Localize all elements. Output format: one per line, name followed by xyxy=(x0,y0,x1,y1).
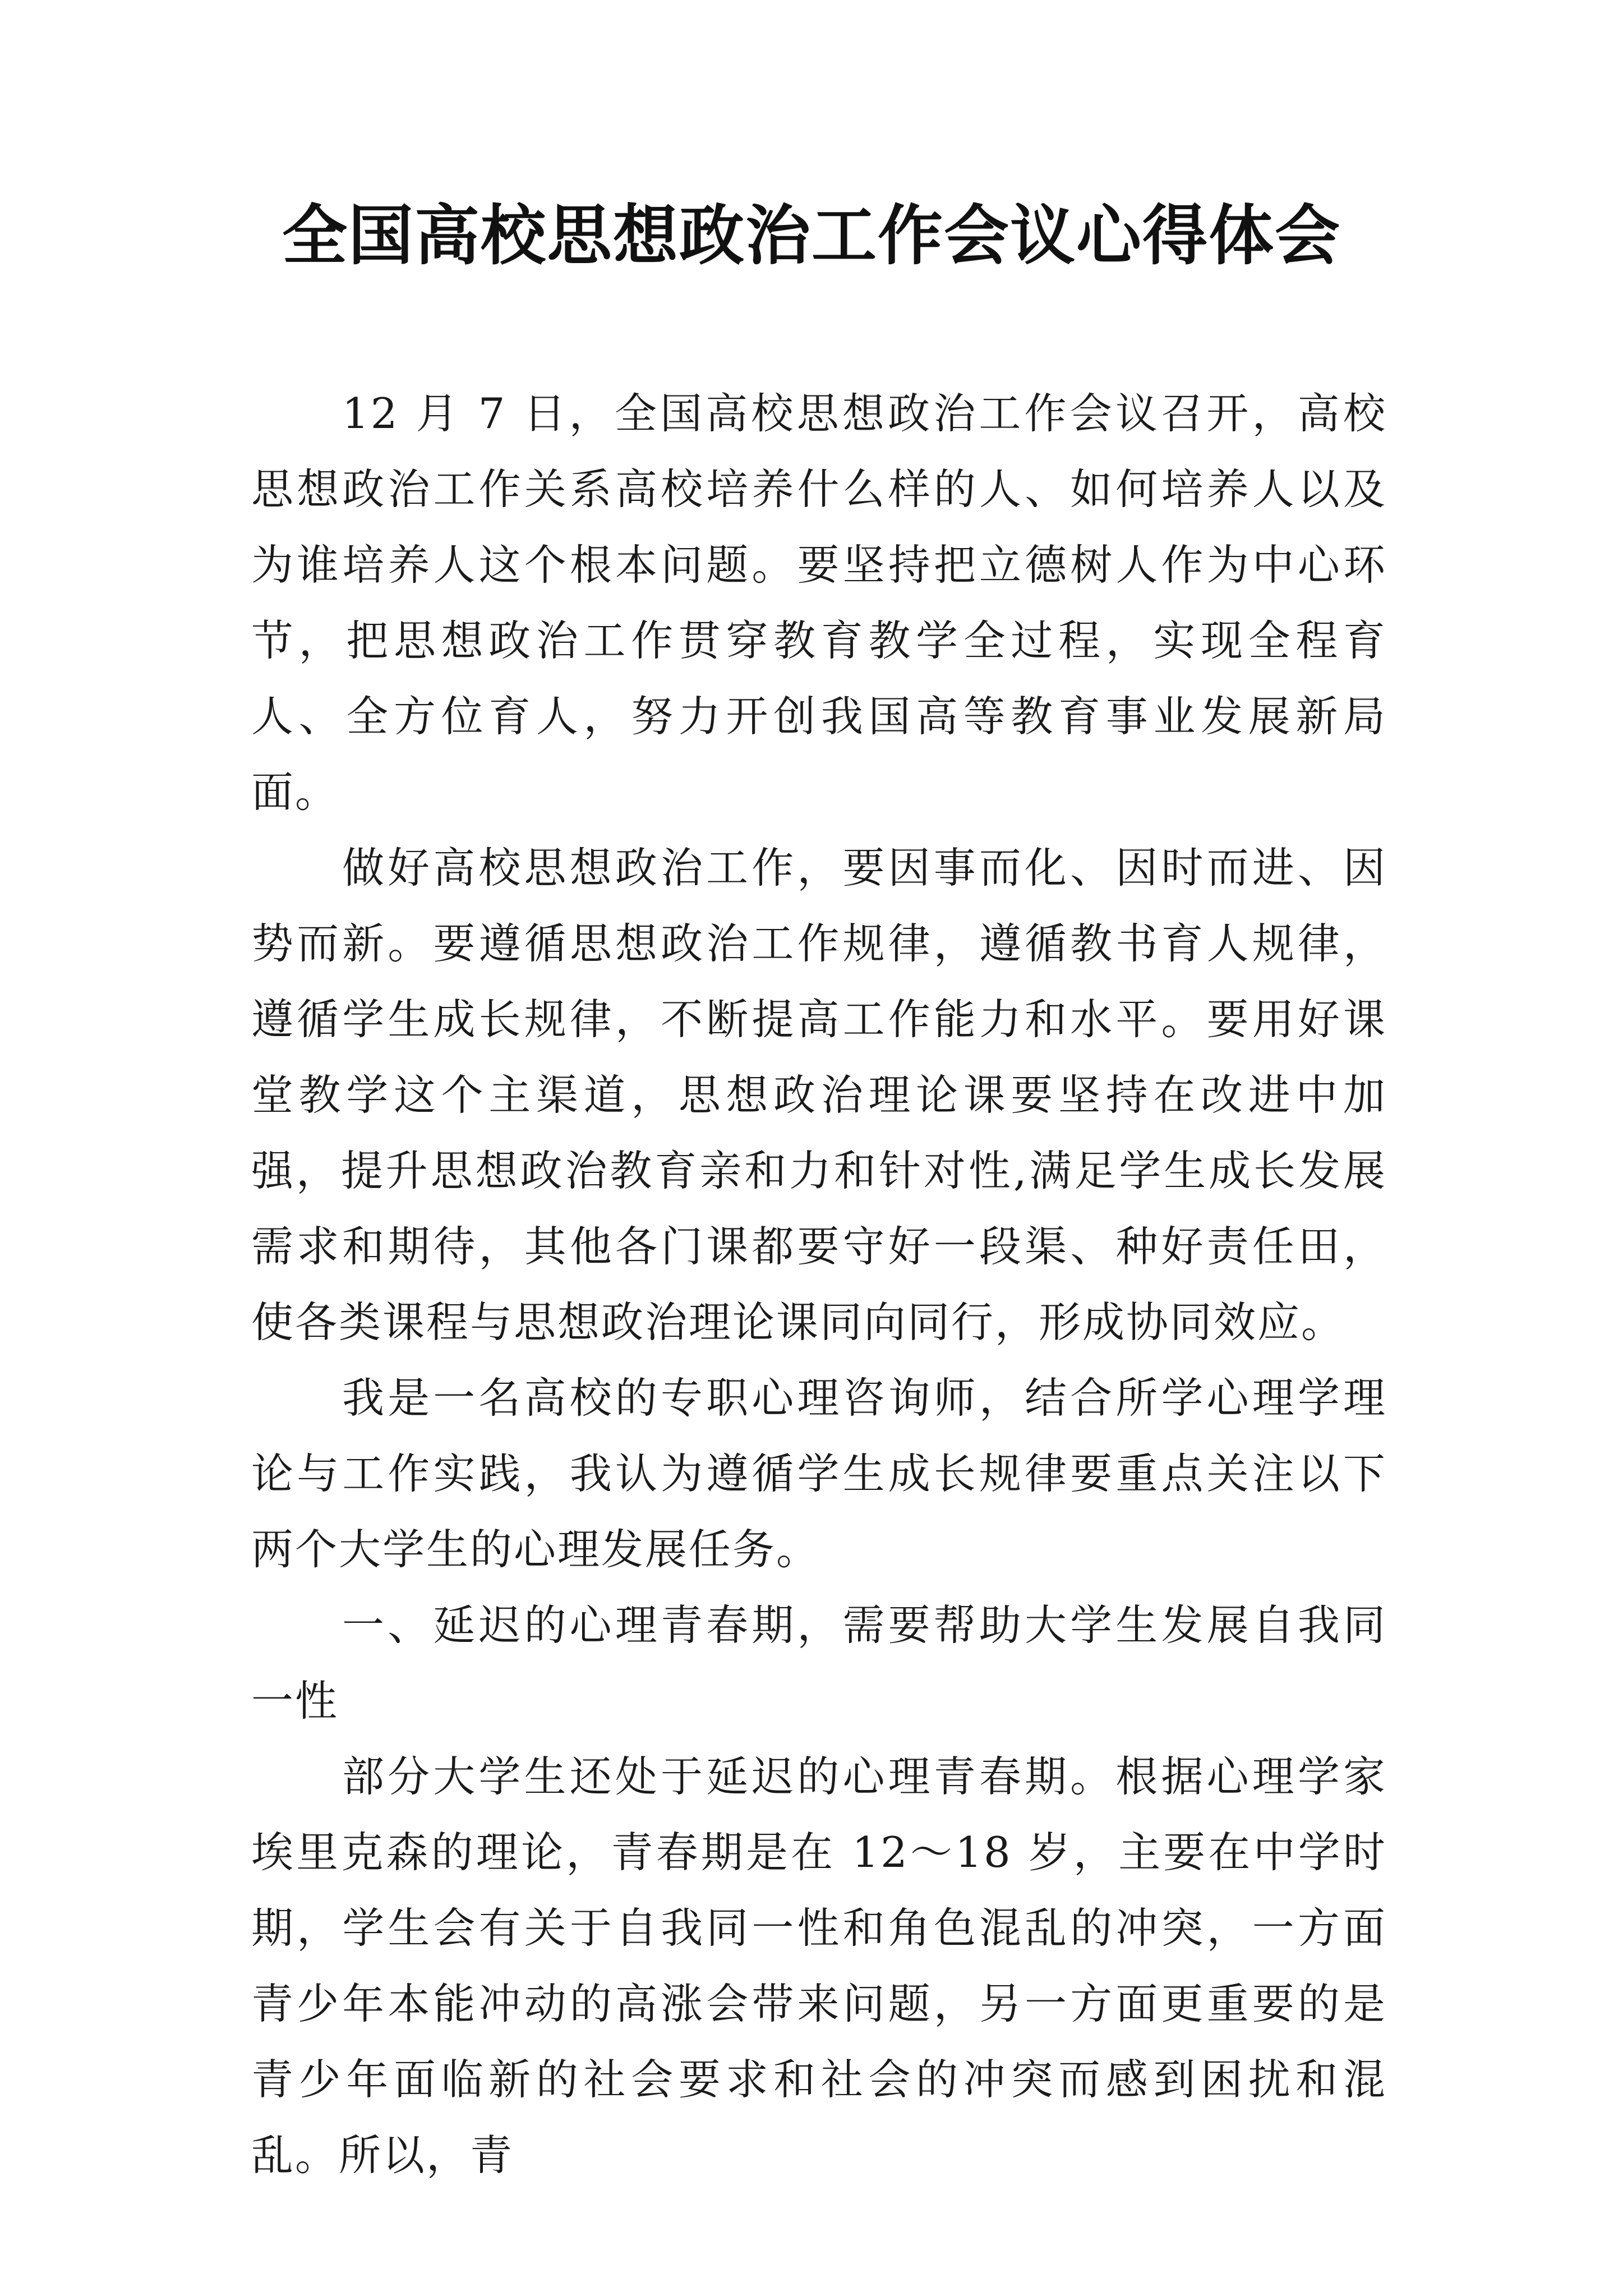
paragraph-3: 我是一名高校的专职心理咨询师，结合所学心理学理论与工作实践，我认为遵循学生成长规律要重点关注以下两个大学生的心理发展任务。 xyxy=(251,1373,1387,1574)
document-title: 全国高校思想政治工作会议心得体会 xyxy=(282,197,1341,274)
paragraph-2: 做好高校思想政治工作，要因事而化、因时而进、因势而新。要遵循思想政治工作规律，遵循教书育人规律，遵循学生成长规律，不断提高工作能力和水平。要用好课堂教学这个主渠道，思想政治理论课要坚持在改进中加强，提升思想政治教育亲和力和针对性,满足学生成长发展需求和期待，其他各门课都要守好一段渠、种好责任田，使各类课程与思想政治理论课同向同行，形成协同效应。 xyxy=(251,843,1387,1347)
paragraph-1: 12 月 7 日，全国高校思想政治工作会议召开，高校思想政治工作关系高校培养什么样的人、如何培养人以及为谁培养人这个根本问题。要坚持把立德树人作为中心环节，把思想政治工作贯穿教育教学全过程，实现全程育人、全方位育人，努力开创我国高等教育事业发展新局面。 xyxy=(251,389,1387,817)
section-heading-1: 一、延迟的心理青春期，需要帮助大学生发展自我同一性 xyxy=(251,1600,1387,1726)
paragraph-4: 部分大学生还处于延迟的心理青春期。根据心理学家埃里克森的理论，青春期是在 12～18 岁，主要在中学时期，学生会有关于自我同一性和角色混乱的冲突，一方面青少年本能冲动的高涨会带来问题，另一方面更重要的是青少年面临新的社会要求和社会的冲突而感到困扰和混乱。所以，青 xyxy=(251,1752,1387,2180)
document-body xyxy=(251,376,1387,2193)
